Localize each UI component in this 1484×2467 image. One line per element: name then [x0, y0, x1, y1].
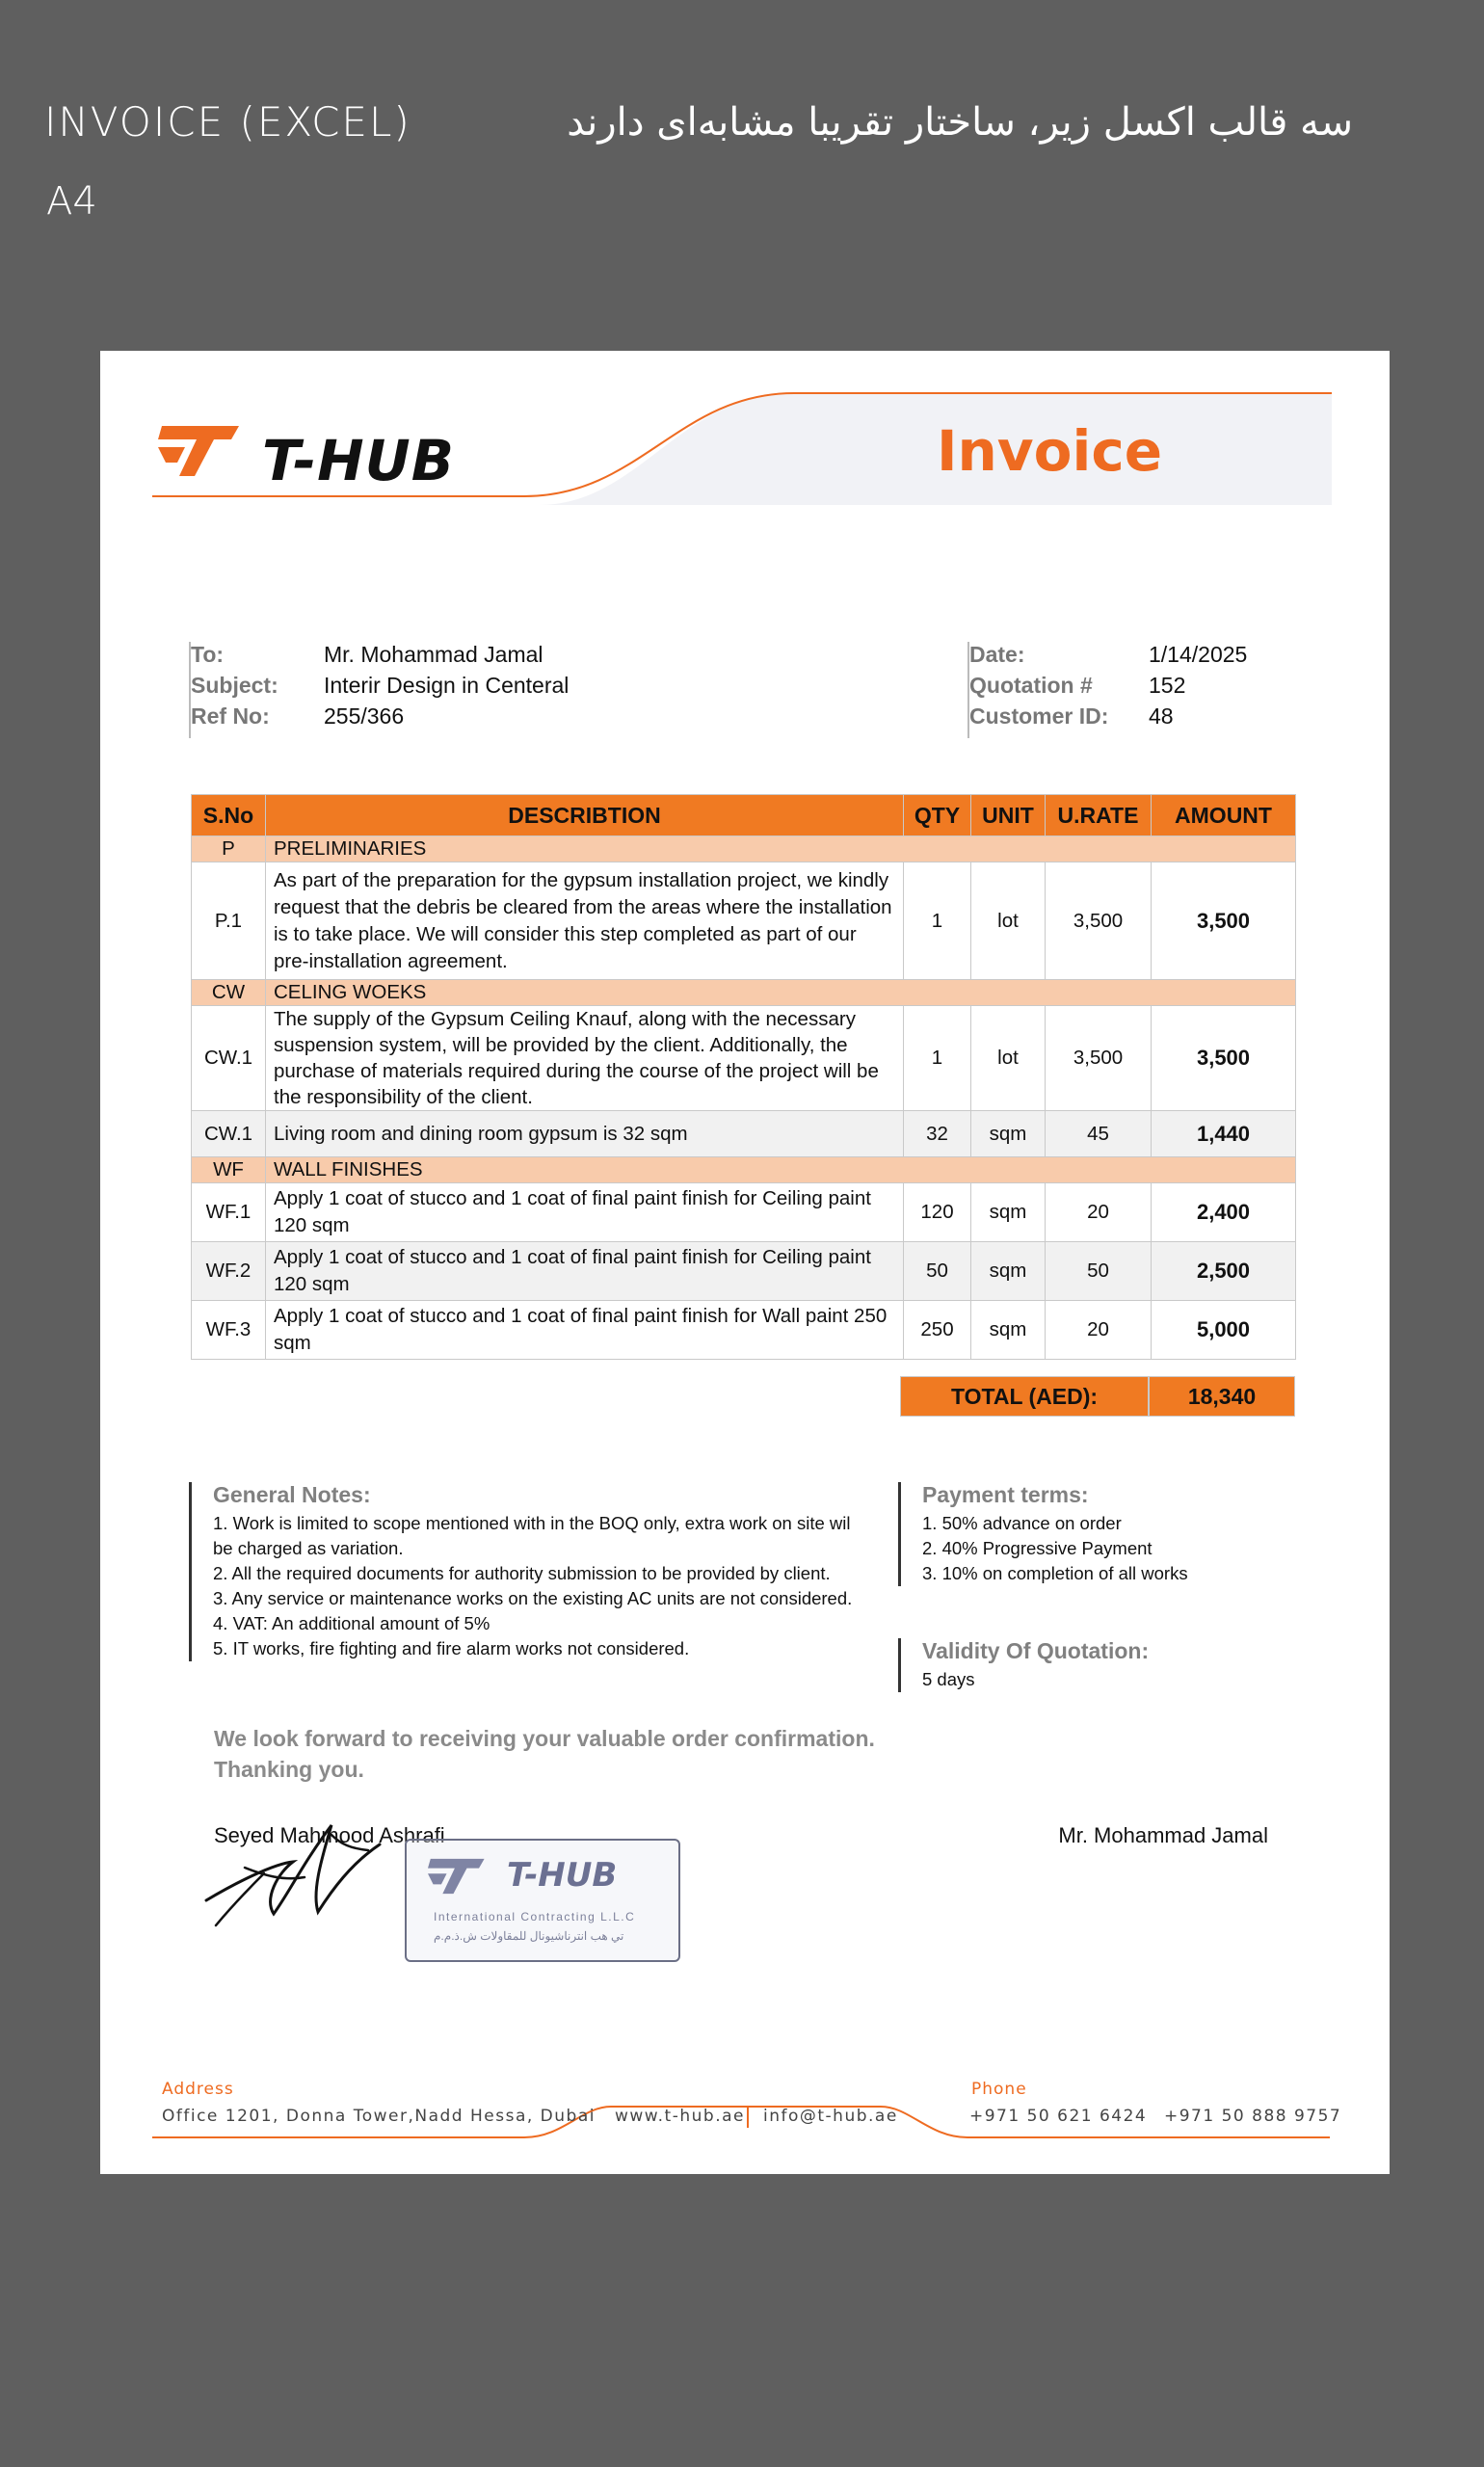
document-title: Invoice — [936, 418, 1163, 484]
cell-qty: 250 — [904, 1301, 971, 1360]
note-item: 4. VAT: An additional amount of 5% — [213, 1613, 490, 1633]
cell-sno: CW.1 — [192, 1006, 266, 1111]
footer-phone-label: Phone — [971, 2080, 1027, 2099]
cell-unit: sqm — [971, 1183, 1046, 1242]
total-label: TOTAL (AED): — [900, 1376, 1149, 1417]
page-size-label: A4 — [46, 179, 97, 224]
section-row — [192, 980, 1296, 1006]
company-stamp — [405, 1839, 680, 1962]
cell-sno: WF — [192, 1157, 266, 1183]
meta-label: Subject: — [191, 673, 278, 698]
cell-amount: 2,400 — [1152, 1183, 1296, 1242]
closing-line: Thanking you. — [214, 1757, 364, 1782]
page-title: INVOICE (EXCEL) — [44, 98, 411, 146]
meta-label: Customer ID: — [969, 703, 1109, 729]
cell-sno: WF.2 — [192, 1242, 266, 1301]
column-header: U.RATE — [1046, 795, 1152, 836]
footer-divider — [747, 2107, 749, 2128]
cell-sno: WF.3 — [192, 1301, 266, 1360]
meta-label: Ref No: — [191, 703, 270, 729]
column-header: UNIT — [971, 795, 1046, 836]
cell-rate: 3,500 — [1046, 862, 1152, 980]
stamp-brand: T-HUB — [507, 1856, 618, 1895]
cell-amount: 3,500 — [1152, 1006, 1296, 1111]
cell-qty: 50 — [904, 1242, 971, 1301]
cell-unit: lot — [971, 1006, 1046, 1111]
cell-unit: sqm — [971, 1111, 1046, 1157]
footer-email[interactable]: info@t-hub.ae — [763, 2107, 898, 2126]
cell-sno: P — [192, 836, 266, 862]
meta-left — [189, 642, 734, 738]
signature-right-name: Mr. Mohammad Jamal — [1058, 1823, 1268, 1847]
meta-value: 48 — [1149, 703, 1174, 729]
cell-sno: CW — [192, 980, 266, 1006]
note-item: 1. Work is limited to scope mentioned with in the BOQ only, extra work on site wil be charged as variation. — [213, 1513, 851, 1558]
closing-message — [214, 1723, 985, 1785]
invoice-sheet — [100, 351, 1390, 2174]
meta-value: 255/366 — [324, 703, 405, 729]
cell-rate: 20 — [1046, 1183, 1152, 1242]
footer-address: Office 1201, Donna Tower,Nadd Hessa, Dubai — [162, 2107, 596, 2126]
closing-line: We look forward to receiving your valuable order confirmation. — [214, 1726, 875, 1751]
cell-rate: 20 — [1046, 1301, 1152, 1360]
cell-qty: 1 — [904, 1006, 971, 1111]
cell-unit: sqm — [971, 1242, 1046, 1301]
section-row — [192, 1157, 1296, 1183]
cell-description: The supply of the Gypsum Ceiling Knauf, along with the necessary suspension system, will be provided by the client. Additionally, the purchase of materials required during the course of the project will be the responsibility of the client. — [266, 1006, 904, 1111]
note-item: 5. IT works, fire fighting and fire alarm works not considered. — [213, 1638, 690, 1658]
footer-website[interactable]: www.t-hub.ae — [615, 2107, 745, 2126]
footer-phone-2: +971 50 888 9757 — [1164, 2107, 1342, 2126]
cell-sno: WF.1 — [192, 1183, 266, 1242]
cell-section-title: PRELIMINARIES — [266, 836, 1296, 862]
cell-description: Apply 1 coat of stucco and 1 coat of final paint finish for Ceiling paint 120 sqm — [266, 1183, 904, 1242]
cell-amount: 1,440 — [1152, 1111, 1296, 1157]
validity-title: Validity Of Quotation: — [922, 1638, 1150, 1663]
section-row — [192, 836, 1296, 862]
handwritten-signature — [197, 1806, 389, 1931]
cell-amount: 5,000 — [1152, 1301, 1296, 1360]
cell-description: Apply 1 coat of stucco and 1 coat of final paint finish for Wall paint 250 sqm — [266, 1301, 904, 1360]
column-header: AMOUNT — [1152, 795, 1296, 836]
footer-address-label: Address — [162, 2080, 234, 2099]
cell-section-title: CELING WOEKS — [266, 980, 1296, 1006]
note-item: 3. Any service or maintenance works on the existing AC units are not considered. — [213, 1588, 853, 1608]
validity-value: 5 days — [922, 1669, 975, 1689]
meta-value: Interir Design in Centeral — [324, 673, 570, 698]
table-row — [192, 1006, 1296, 1111]
total-value: 18,340 — [1149, 1376, 1295, 1417]
meta-value: Mr. Mohammad Jamal — [324, 642, 543, 667]
table-row — [192, 1111, 1296, 1157]
table-row — [192, 862, 1296, 980]
cell-description: Living room and dining room gypsum is 32 sqm — [266, 1111, 904, 1157]
note-item: 2. All the required documents for authority submission to be provided by client. — [213, 1563, 831, 1583]
cell-qty: 120 — [904, 1183, 971, 1242]
cell-sno: CW.1 — [192, 1111, 266, 1157]
stamp-line-ar: تي هب انترناشيونال للمقاولات ش.ذ.م.م — [434, 1929, 624, 1943]
column-header: DESCRIBTION — [266, 795, 904, 836]
table-header-row — [192, 795, 1296, 836]
table-row — [192, 1183, 1296, 1242]
meta-value: 152 — [1149, 673, 1186, 698]
payment-terms-title: Payment terms: — [922, 1482, 1089, 1507]
cell-amount: 3,500 — [1152, 862, 1296, 980]
cell-description: As part of the preparation for the gypsum installation project, we kindly request that the debris be cleared from the areas where the installation is to take place. We will consider this step completed as part of our pre-installation agreement. — [266, 862, 904, 980]
stamp-logo-icon — [428, 1856, 486, 1897]
meta-right — [967, 642, 1301, 738]
cell-unit: lot — [971, 862, 1046, 980]
persian-caption: سه قالب اکسل زیر، ساختار تقریبا مشابه‌ای دارند — [567, 100, 1353, 145]
signature-left-name: Seyed Mahmood Ashrafi — [214, 1823, 445, 1847]
meta-label: Date: — [969, 642, 1025, 667]
cell-qty: 32 — [904, 1111, 971, 1157]
payment-terms — [898, 1482, 1288, 1586]
cell-rate: 45 — [1046, 1111, 1152, 1157]
column-header: QTY — [904, 795, 971, 836]
payment-item: 3. 10% on completion of all works — [922, 1563, 1188, 1583]
meta-label: To: — [191, 642, 225, 667]
general-notes-title: General Notes: — [213, 1482, 371, 1507]
footer-phone-1: +971 50 621 6424 — [969, 2107, 1148, 2126]
validity — [898, 1638, 1288, 1692]
cell-unit: sqm — [971, 1301, 1046, 1360]
cell-description: Apply 1 coat of stucco and 1 coat of final paint finish for Ceiling paint 120 sqm — [266, 1242, 904, 1301]
quotation-table — [191, 794, 1296, 1360]
brand-logo-text: T-HUB — [262, 428, 455, 493]
stamp-line-en: International Contracting L.L.C — [434, 1910, 636, 1923]
cell-amount: 2,500 — [1152, 1242, 1296, 1301]
payment-item: 1. 50% advance on order — [922, 1513, 1122, 1533]
general-notes — [189, 1482, 868, 1661]
table-row — [192, 1242, 1296, 1301]
cell-qty: 1 — [904, 862, 971, 980]
meta-value: 1/14/2025 — [1149, 642, 1248, 667]
logo-icon — [158, 422, 241, 480]
cell-section-title: WALL FINISHES — [266, 1157, 1296, 1183]
meta-label: Quotation # — [969, 673, 1093, 698]
cell-rate: 3,500 — [1046, 1006, 1152, 1111]
column-header: S.No — [192, 795, 266, 836]
cell-rate: 50 — [1046, 1242, 1152, 1301]
cell-sno: P.1 — [192, 862, 266, 980]
payment-item: 2. 40% Progressive Payment — [922, 1538, 1153, 1558]
table-row — [192, 1301, 1296, 1360]
